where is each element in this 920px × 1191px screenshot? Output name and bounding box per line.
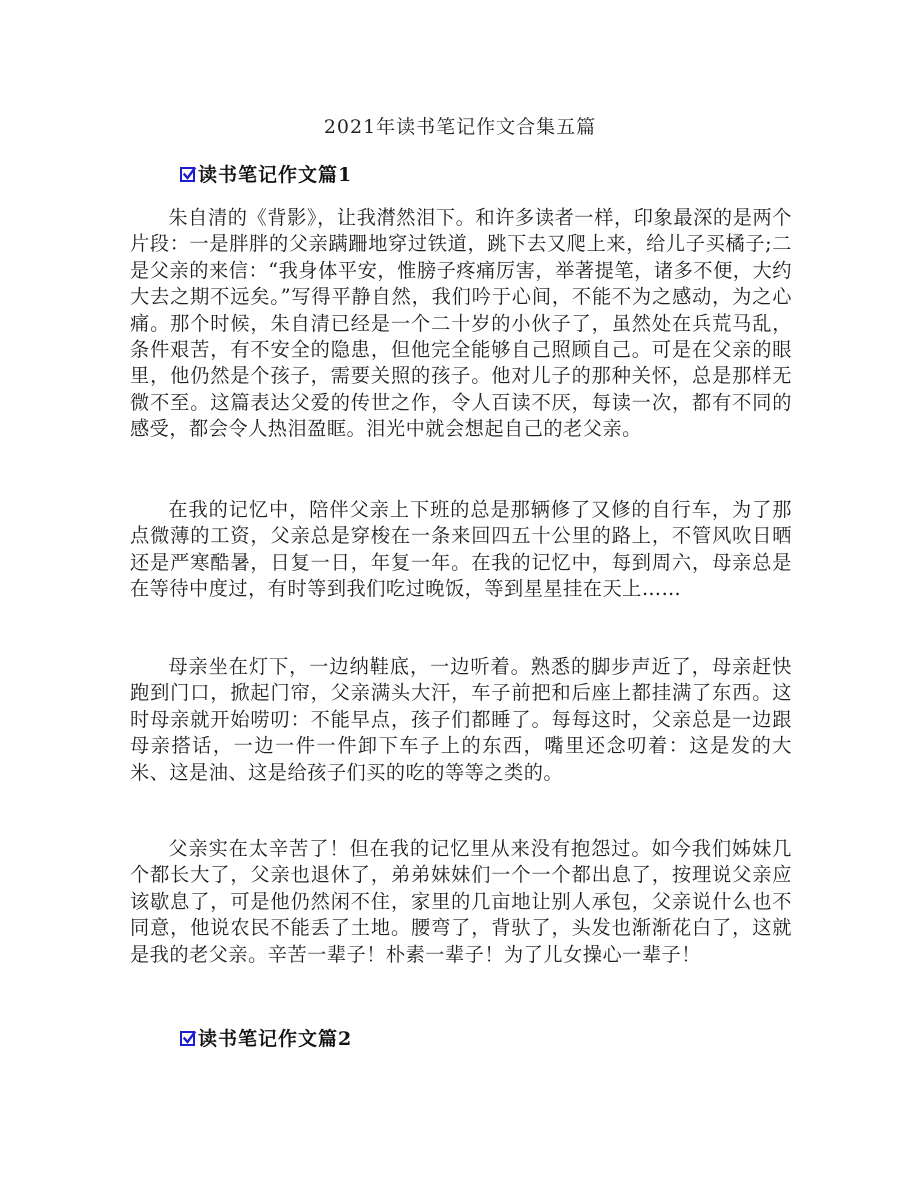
section-heading-text: 读书笔记作文篇1 bbox=[198, 164, 353, 186]
section-heading-text: 读书笔记作文篇2 bbox=[198, 1028, 353, 1050]
checkbox-checked-icon bbox=[180, 167, 195, 182]
document-title: 2021年读书笔记作文合集五篇 bbox=[323, 116, 597, 138]
paragraph: 在我的记忆中，陪伴父亲上下班的总是那辆修了又修的自行车，为了那点微薄的工资，父亲总是穿梭在一条来回四五十公里的路上，不管风吹日晒还是严寒酷暑，日复一日，年复一年。在我的记忆中，每到周六，母亲总是在等待中度过，有时等到我们吃过晚饭，等到星星挂在天上…… bbox=[130, 498, 792, 601]
section-heading-2 bbox=[180, 1024, 352, 1051]
paragraph: 朱自清的《背影》，让我潸然泪下。和许多读者一样，印象最深的是两个片段：一是胖胖的父亲蹒跚地穿过铁道，跳下去又爬上来，给儿子买橘子;二是父亲的来信：“我身体平安，惟膀子疼痛厉害，举著提笔，诸多不便，大约大去之期不远矣。”写得平静自然，我们吟于心间，不能不为之感动，为之心痛。那个时候，朱自清已经是一个二十岁的小伙子了，虽然处在兵荒马乱，条件艰苦，有不安全的隐患，但他完全能够自己照顾自己。可是在父亲的眼里，他仍然是个孩子，需要关照的孩子。他对儿子的那种关怀，总是那样无微不至。这篇表达父爱的传世之作，令人百读不厌，每读一次，都有不同的感受，都会令人热泪盈眶。泪光中就会想起自己的老父亲。 bbox=[130, 206, 792, 441]
checkbox-checked-icon bbox=[180, 1031, 195, 1046]
paragraph: 母亲坐在灯下，一边纳鞋底，一边听着。熟悉的脚步声近了，母亲赶快跑到门口，掀起门帘，父亲满头大汗，车子前把和后座上都挂满了东西。这时母亲就开始唠叨：不能早点，孩子们都睡了。每每这时，父亲总是一边跟母亲搭话，一边一件一件卸下车子上的东西，嘴里还念叨着：这是发的大米、这是油、这是给孩子们买的吃的等等之类的。 bbox=[130, 655, 792, 784]
section-heading-1 bbox=[180, 160, 352, 187]
paragraph: 父亲实在太辛苦了！但在我的记忆里从来没有抱怨过。如今我们姊妹几个都长大了，父亲也退休了，弟弟妹妹们一个一个都出息了，按理说父亲应该歇息了，可是他仍然闲不住，家里的几亩地让别人承包，父亲说什么也不同意，他说农民不能丢了土地。腰弯了，背驮了，头发也渐渐花白了，这就是我的老父亲。辛苦一辈子！朴素一辈子！为了儿女操心一辈子！ bbox=[130, 837, 792, 966]
